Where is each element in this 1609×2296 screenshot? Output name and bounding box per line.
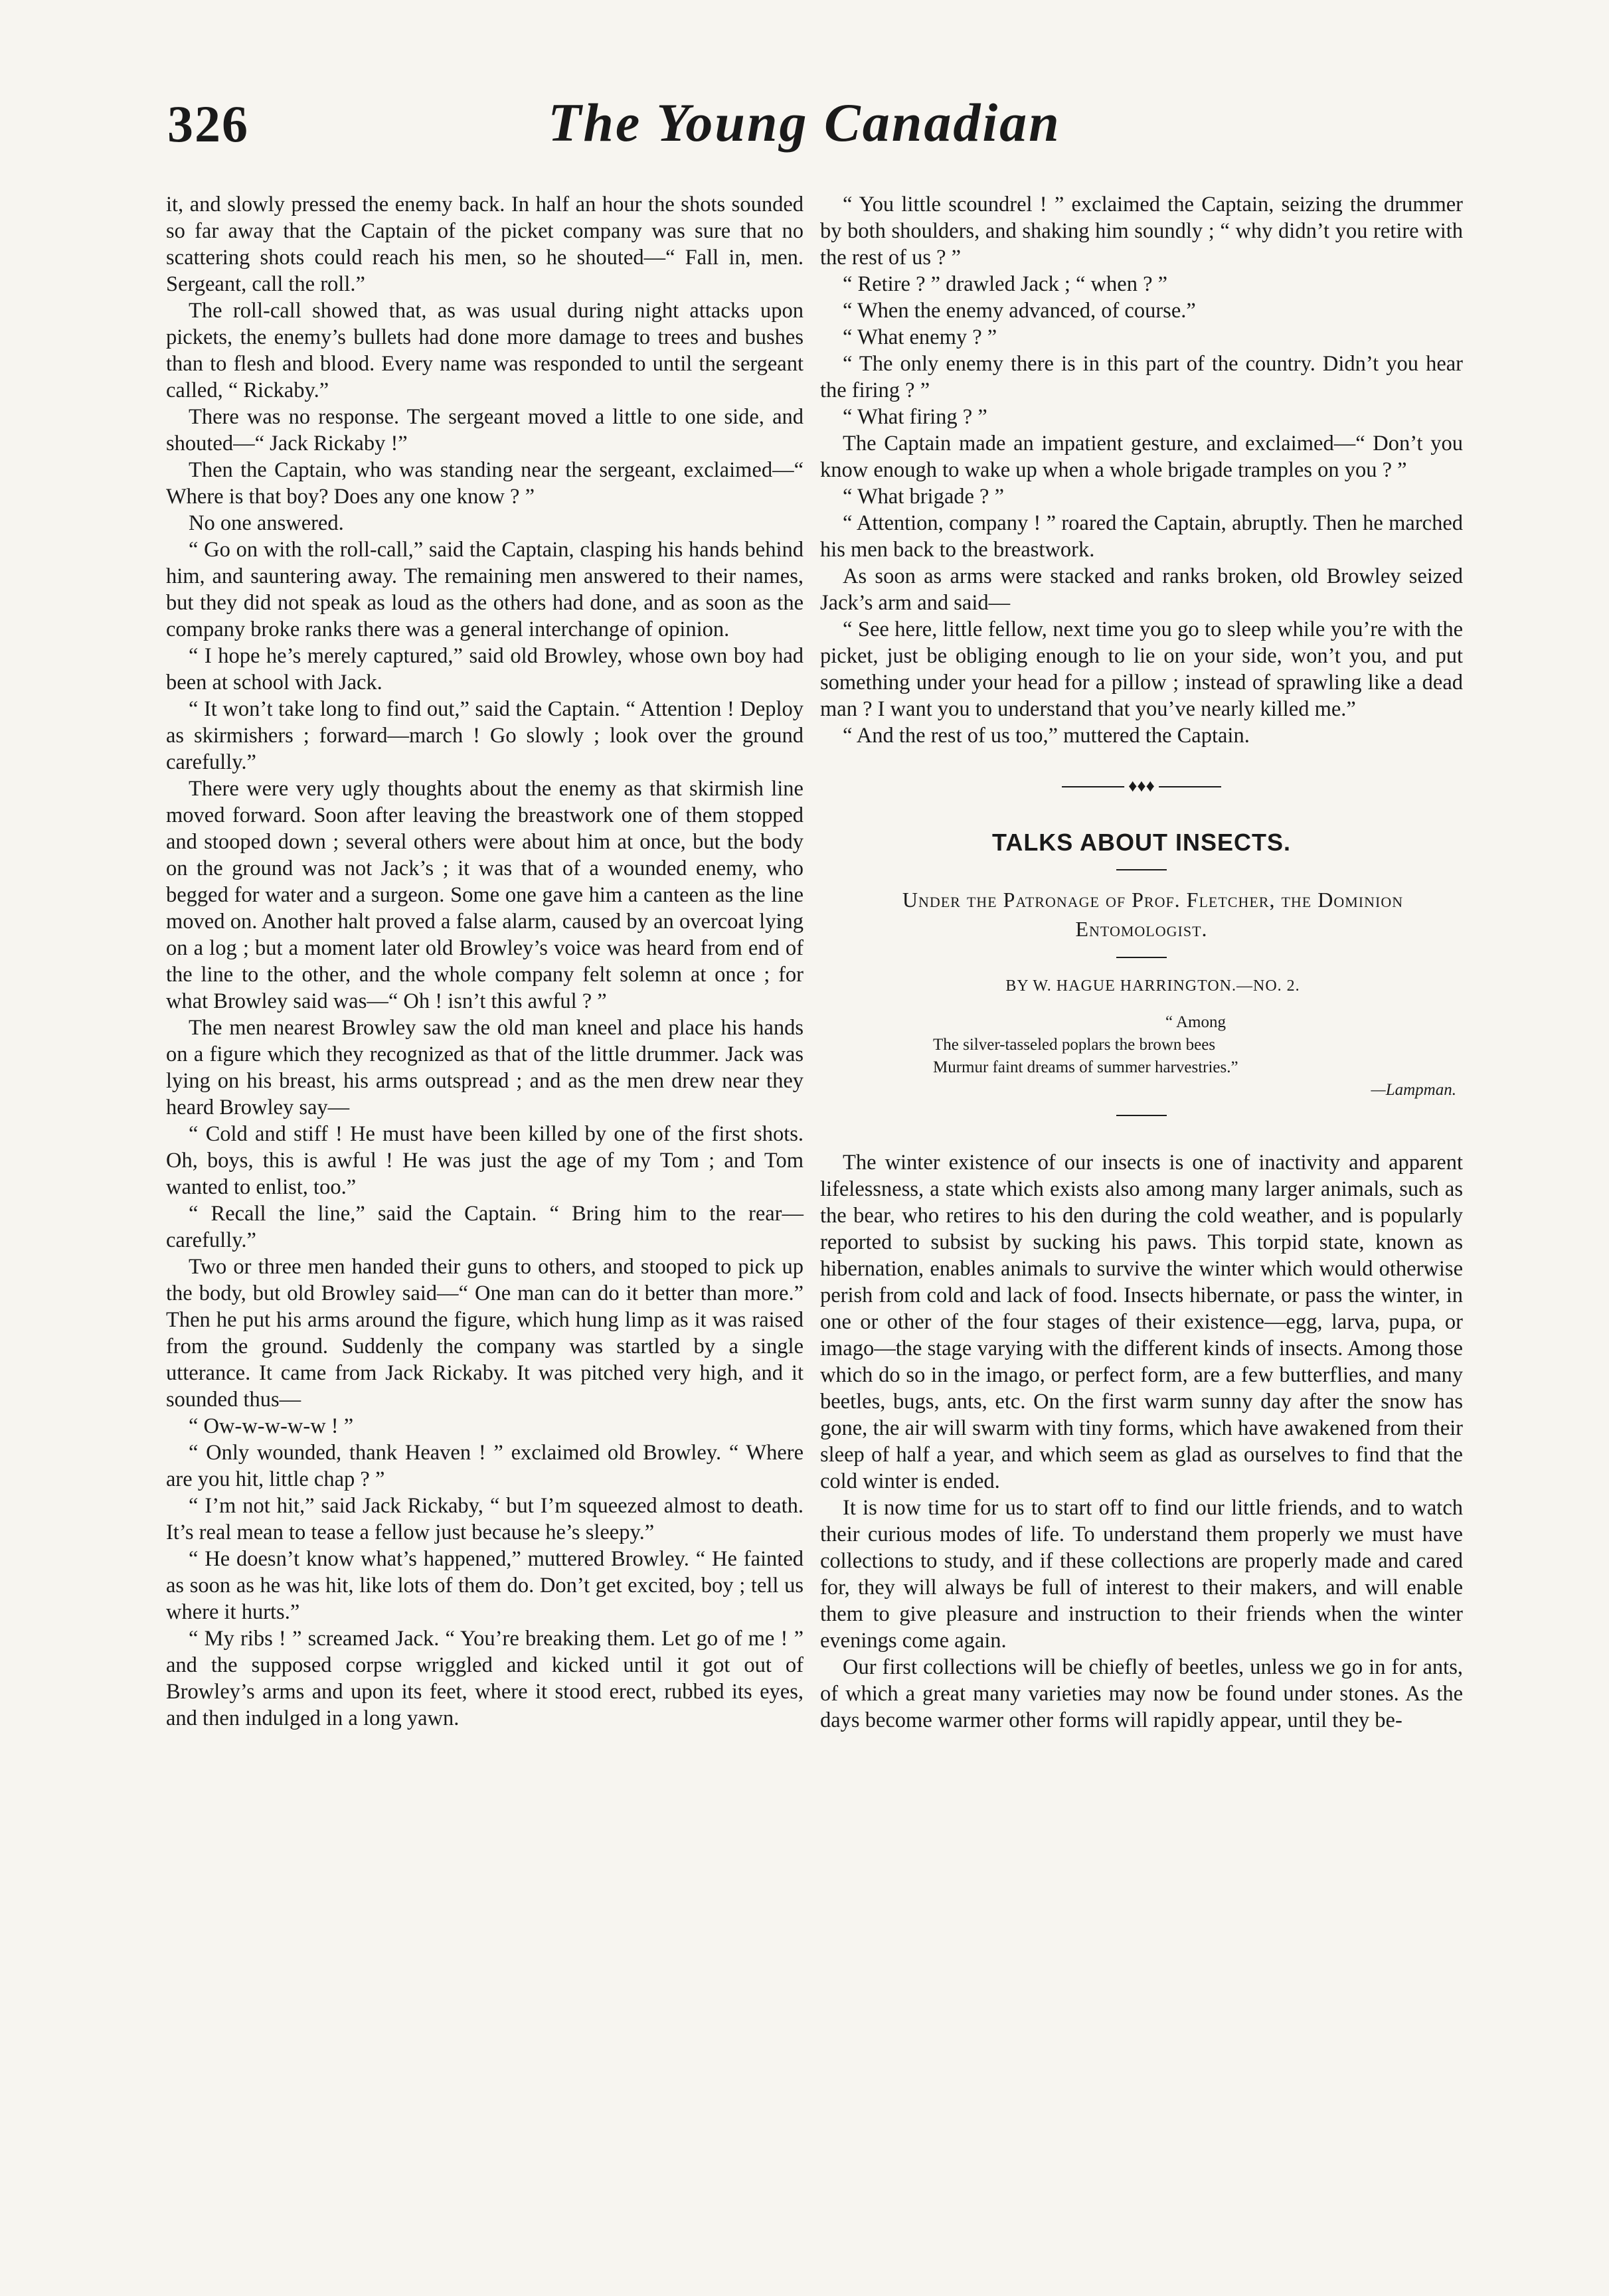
- story-paragraph: Two or three men handed their guns to others, and stooped to pick up the body, but old Browley said—“ One man can do it better than more.” Then he put his arms around the figure, which hung limp as it was raised from the ground. Suddenly the company was startled by a single utterance. It came from Jack Rickaby. It was pitched very high, and it sounded thus—: [166, 1255, 804, 1412]
- epigraph: [820, 1011, 1463, 1102]
- story-paragraph: As soon as arms were stacked and ranks broken, old Browley seized Jack’s arm and said—: [820, 564, 1463, 615]
- right-column: [820, 191, 1463, 1734]
- article-paragraph: The winter existence of our insects is one of inactivity and apparent lifelessness, a state which exists also among many larger animals, such as the bear, who retires to his den during the cold weather, and is popularly reported to subsist by sucking his paws. This torpid state, known as hibernation, enables animals to survive the winter which would otherwise perish from cold and lack of food. Insects hibernate, or pass the winter, in one or other of the four stages of their existence—egg, larva, pupa, or imago—the stage varying with the different kinds of insects. Among those which do so in the imago, or perfect form, are a few butterflies, and many beetles, bugs, ants, etc. On the first warm sunny day after the snow has gone, the air will swarm with tiny forms, which have awakened from their sleep of half a year, and which seem as glad as ourselves to find that the cold winter is ended.: [820, 1151, 1463, 1493]
- story-paragraph: No one answered.: [189, 511, 344, 535]
- article-paragraph: It is now time for us to start off to find our little friends, and to watch their curious modes of life. To understand them properly we must have collections to study, and if these collections are properly made and cared for, they will always be full of interest to their makers, and will enable them to give pleasure and instruction to their friends when the winter evenings come again.: [820, 1496, 1463, 1653]
- page-number: 326: [167, 95, 249, 153]
- section-divider: [1062, 776, 1221, 795]
- story-paragraph: “ Ow-w-w-w-w ! ”: [189, 1414, 354, 1438]
- story-paragraph: “ The only enemy there is in this part of the country. Didn’t you hear the firing ? ”: [820, 352, 1463, 402]
- story-paragraph: There was no response. The sergeant moved a little to one side, and shouted—“ Jack Rickaby !”: [166, 405, 804, 455]
- story-paragraph: “ He doesn’t know what’s happened,” muttered Browley. “ He fainted as soon as he was hit, like lots of them do. Don’t get excited, boy ; tell us where it hurts.”: [166, 1547, 804, 1624]
- story-paragraph: “ Retire ? ” drawled Jack ; “ when ? ”: [843, 272, 1168, 296]
- story-paragraph: “ Only wounded, thank Heaven ! ” exclaimed old Browley. “ Where are you hit, little chap ? ”: [166, 1441, 804, 1491]
- left-column: [166, 191, 804, 1732]
- epigraph-line: “ Among: [1165, 1013, 1226, 1031]
- story-paragraph: “ What firing ? ”: [843, 405, 987, 429]
- story-paragraph: The Captain made an impatient gesture, and exclaimed—“ Don’t you know enough to wake up when a whole brigade tramples on you ? ”: [820, 432, 1463, 482]
- title-rule: [1116, 869, 1167, 870]
- story-paragraph: The men nearest Browley saw the old man kneel and place his hands on a figure which they recognized as that of the little drummer. Jack was lying on his breast, his arms outspread ; and as the men drew near they heard Browley say—: [166, 1016, 804, 1119]
- story-paragraph: Then the Captain, who was standing near the sergeant, exclaimed—“ Where is that boy? Does any one know ? ”: [166, 458, 804, 509]
- story-paragraph: “ My ribs ! ” screamed Jack. “ You’re breaking them. Let go of me ! ” and the supposed corpse wriggled and kicked until it got out of Browley’s arms and upon its feet, where it stood erect, rubbed its eyes, and then indulged in a long yawn.: [166, 1627, 804, 1730]
- story-paragraph: “ Go on with the roll-call,” said the Captain, clasping his hands behind him, and sauntering away. The remaining men answered to their names, but they did not speak as loud as the others had done, and as soon as the company broke ranks there was a general interchange of opinion.: [166, 538, 804, 641]
- story-paragraph: “ It won’t take long to find out,” said the Captain. “ Attention ! Deploy as skirmishers ; forward—march ! Go slowly ; look over the ground carefully.”: [166, 697, 804, 774]
- story-paragraph: The roll-call showed that, as was usual during night attacks upon pickets, the enemy’s bullets had done more damage to trees and bushes than to flesh and blood. Every name was responded to until the sergeant called, “ Rickaby.”: [166, 299, 804, 402]
- story-paragraph: “ Cold and stiff ! He must have been killed by one of the first shots. Oh, boys, this is awful ! He was just the age of my Tom ; and Tom wanted to enlist, too.”: [166, 1122, 804, 1199]
- masthead-title: The Young Canadian: [548, 92, 1061, 153]
- epigraph-line: The silver-tasseled poplars the brown bees: [933, 1036, 1216, 1054]
- story-paragraph: “ I’m not hit,” said Jack Rickaby, “ but I’m squeezed almost to death. It’s real mean to tease a fellow just because he’s sleepy.”: [166, 1494, 804, 1544]
- story-paragraph: it, and slowly pressed the enemy back. In half an hour the shots sounded so far away that the Captain of the picket company was sure that no scattering shots could reach his men, so he shouted—“ Fall in, men. Sergeant, call the roll.”: [166, 193, 804, 296]
- article-body: [820, 1149, 1463, 1734]
- story-paragraph: “ When the enemy advanced, of course.”: [843, 299, 1196, 323]
- subtitle-rule: [1116, 957, 1167, 958]
- story-paragraph: “ See here, little fellow, next time you go to sleep while you’re with the picket, just be obliging enough to lie on your side, won’t you, and put something under your head for a pillow ; instead of sprawling like a dead man ? I want you to understand that you’ve nearly killed me.”: [820, 617, 1463, 721]
- article-paragraph: Our first collections will be chiefly of beetles, unless we go in for ants, of which a great many varieties may now be found under stones. As the days become warmer other forms will rapidly appear, until they be-: [820, 1655, 1463, 1732]
- story-paragraph: “ And the rest of us too,” muttered the Captain.: [843, 724, 1250, 748]
- story-paragraph: “ Attention, company ! ” roared the Captain, abruptly. Then he marched his men back to the breastwork.: [820, 511, 1463, 562]
- story-paragraph: There were very ugly thoughts about the enemy as that skirmish line moved forward. Soon after leaving the breastwork one of them stopped and stooped down ; several others were about him at once, but the body on the ground was not Jack’s ; it was that of a wounded enemy, who begged for water and a surgeon. Some one gave him a canteen as the line moved on. Another halt proved a false alarm, caused by an overcoat lying on a log ; but a moment later old Browley’s voice was heard from end of the line to the other, and the whole company felt solemn at once ; for what Browley said was—“ Oh ! isn’t this awful ? ”: [166, 777, 804, 1013]
- article-byline: BY W. HAGUE HARRINGTON.—NO. 2.: [1005, 977, 1300, 995]
- epigraph-line: Murmur faint dreams of summer harvestries.”: [933, 1058, 1238, 1076]
- story-paragraph: “ I hope he’s merely captured,” said old Browley, whose own boy had been at school with Jack.: [166, 644, 804, 695]
- epigraph-attribution: —Lampman.: [1371, 1081, 1456, 1099]
- story-paragraph: “ You little scoundrel ! ” exclaimed the Captain, seizing the drummer by both shoulders, and shaking him soundly ; “ why didn’t you retire with the rest of us ? ”: [820, 193, 1463, 270]
- divider-ornament: ♦♦♦: [1124, 775, 1159, 797]
- story-paragraph: “ What enemy ? ”: [843, 325, 997, 349]
- article-subtitle: Under the Patronage of Prof. Fletcher, the Dominion Entomologist.: [902, 888, 1404, 941]
- story-paragraph: “ Recall the line,” said the Captain. “ Bring him to the rear—carefully.”: [166, 1202, 804, 1252]
- epigraph-rule: [1116, 1115, 1167, 1116]
- article-title: TALKS ABOUT INSECTS.: [992, 829, 1291, 856]
- story-paragraph: “ What brigade ? ”: [843, 485, 1005, 509]
